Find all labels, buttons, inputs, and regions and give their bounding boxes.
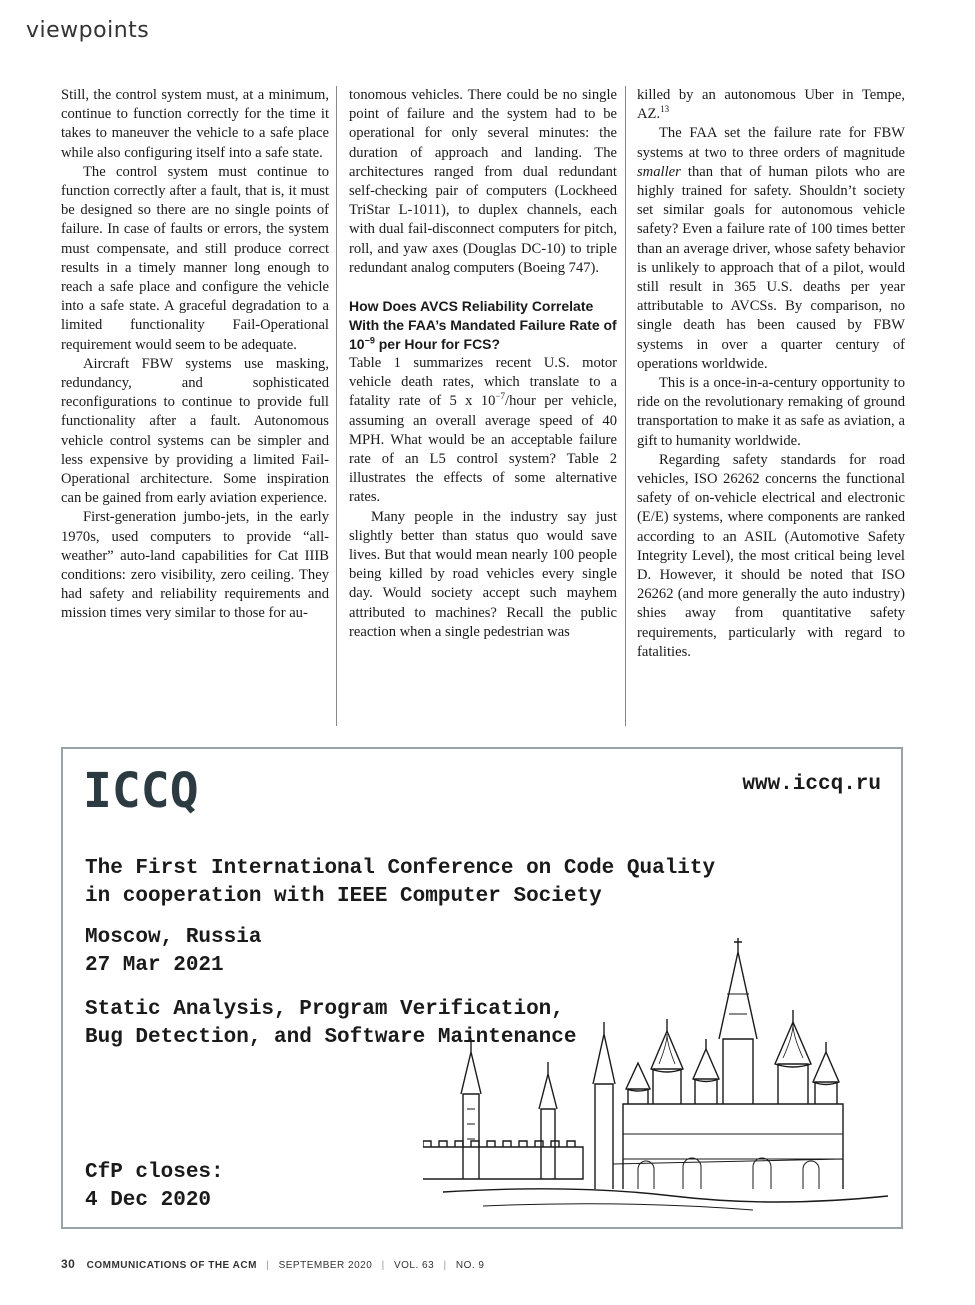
paragraph: tonomous vehicles. There could be no single point of failure and the system had to be operational for only several minutes: the duration of approach and landing. The architectures ranged from dual redundant self-checking pair of computers (Lockheed TriStar L-1011), to duplex channels, each with dual fail-disconnect computers for pitch, roll, and yaw axes (Douglas DC-10) to triple redundant analog computers (Boeing 747). [349,87,617,276]
paragraph: killed by an autonomous Uber in Tempe, AZ.$^{13}$ [637,87,905,123]
article-body [61,86,905,726]
page-number: 30 [61,1257,76,1271]
magazine-name: COMMUNICATIONS OF THE ACM [86,1260,257,1271]
column-2 [349,86,617,642]
cfp-deadline: CfP closes: 4 Dec 2020 [85,1161,224,1212]
paragraph: This is a once-in-a-century opportunity to ride on the revolutionary remaking of ground transportation to make it as safe as aviation, a gift to humanity worldwide. [637,375,905,449]
paragraph: Still, the control system must, at a minimum, continue to function correctly for the time it takes to maneuver the vehicle to a safe place while also configuring itself into a safe state. [61,87,329,161]
column-1 [61,86,329,624]
volume: VOL. 63 [393,1260,435,1271]
issue-number: NO. 9 [455,1260,485,1271]
conference-topics: Static Analysis, Program Verification, Bug Detection, and Software Maintenance [85,998,577,1049]
iccq-logo: ICCQ [83,763,199,819]
paragraph: The control system must continue to function correctly after a fault, that is, it must be designed so there are no single points of failure. In case of faults or errors, the system must compensate, and still produce correct results in a timely manner long enough to reach a safe place and configure the vehicle into a safe state. A graceful degradation to a limited functionality Fail-Operational requirement would seem to be adequate. [61,163,329,353]
paragraph: Aircraft FBW systems use masking, redundancy, and sophisticated reconfigurations to continue to provide full functionality after a fault. Autonomous vehicle control systems can be simpler and less expensive by providing a limited Fail-Operational architecture. Some inspiration can be gained from early aviation experience. [61,355,329,507]
section-heading: How Does AVCS Reliability Correlate With the FAA’s Mandated Failure Rate of $10^{-9}$ per Hour for FCS? [349,298,617,353]
conference-url[interactable]: www.iccq.ru [742,773,881,796]
saint-basils-cathedral-illustration [423,934,893,1224]
paragraph: Regarding safety standards for road vehicles, ISO 26262 concerns the functional safety of on-vehicle electrical and electronic (E/E) systems, where components are ranked according to an ASIL (Automotive Safety Integrity Level), the most critical being level D. However, it should be noted that ISO 26262 (and more generally the auto industry) shies away from quantitative safety requirements, particularly with regard to fatalities. [637,451,905,660]
paragraph: The FAA set the failure rate for FBW systems at two to three orders of magnitude smaller than that of human pilots who are highly trained for safety. Shouldn’t society set similar goals for autonomous vehicle safety? Even a failure rate of 100 times better than an average driver, whose safety behavior is unlikely to approach that of a pilot, would still result in 365 U.S. deaths per year attributable to AVCSs. By comparison, no single death has been caused by FBW systems in over a quarter century of operations worldwide. [637,125,905,372]
conference-title: The First International Conference on Code Quality in cooperation with IEEE Computer Society [85,857,716,908]
paragraph: Many people in the industry say just slightly better than status quo would save lives. But that would mean nearly 100 people being killed by road vehicles every single day. Would society accept such mayhem attributed to machines? Recall the public reaction when a single pedestrian was [349,508,617,640]
page-footer: 30 COMMUNICATIONS OF THE ACM | SEPTEMBER 2020 | VOL. 63 | NO. 9 [61,1257,485,1271]
paragraph: Table 1 summarizes recent U.S. motor vehicle death rates, which translate to a fatality rate of 5 x $10^{-7}$/hour per vehicle, assuming an overall average speed of 40 MPH. What would be an acceptable failure rate of an L5 control system? Table 2 illustrates the effects of some alternative rates. [349,355,617,506]
reference-number: 13 [660,104,670,115]
conference-location-date: Moscow, Russia 27 Mar 2021 [85,926,262,977]
paragraph: First-generation jumbo-jets, in the early 1970s, used computers to provide “all-weather” auto-land capabilities for Cat IIIB conditions: zero visibility, zero ceiling. They had safety and reliability requirements and mission times very similar to those for au- [61,509,329,622]
issue-date: SEPTEMBER 2020 [278,1260,373,1271]
conference-advertisement [61,747,903,1229]
section-label: viewpoints [26,18,150,43]
column-3 [637,86,905,662]
